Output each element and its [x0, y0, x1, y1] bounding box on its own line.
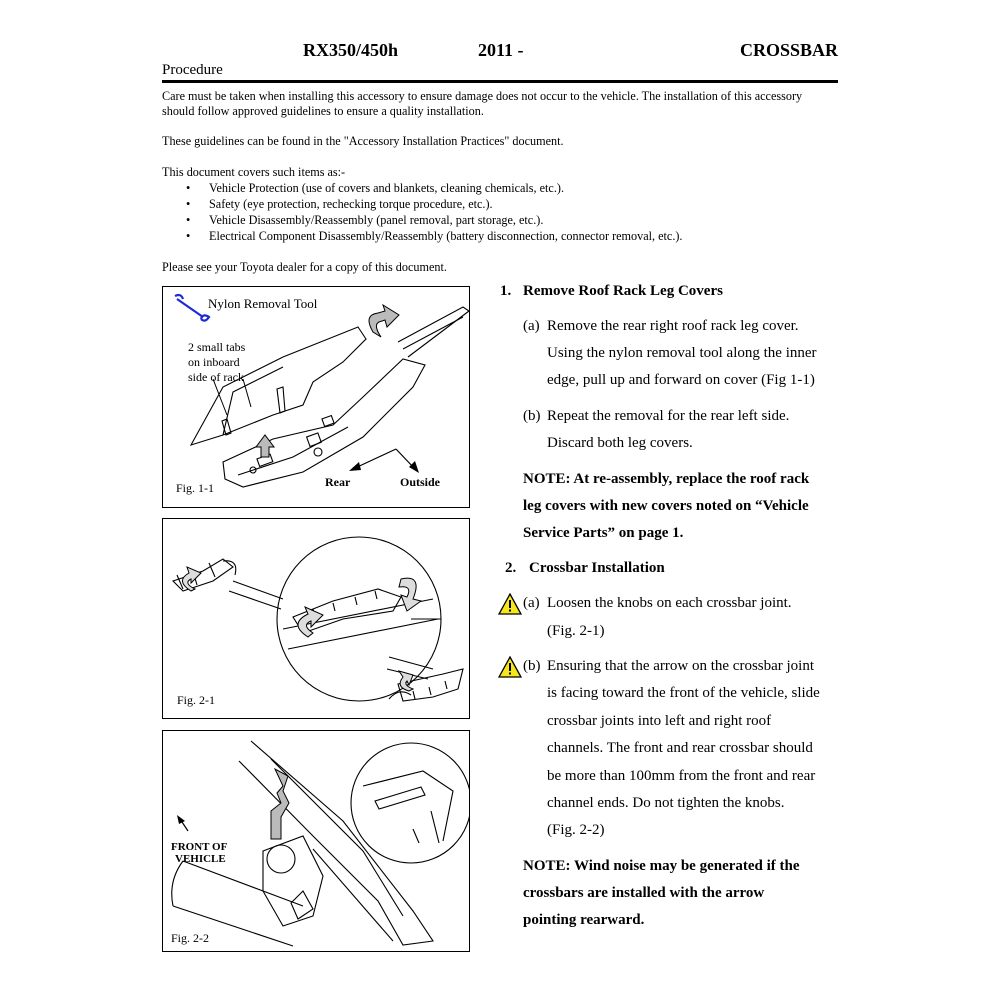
list-item: • Vehicle Protection (use of covers and blankets, cleaning chemicals, etc.). [162, 180, 682, 196]
tabs-label-line3: side of rack [188, 370, 244, 384]
step-1a-tag: (a) [523, 318, 540, 334]
section-label: Procedure [162, 62, 223, 78]
note-2-line: crossbars are installed with the arrow [523, 885, 765, 901]
page-title: CROSSBAR [739, 40, 838, 60]
covers-paragraph: This document covers such items as:- [162, 165, 346, 179]
header-rule [162, 80, 838, 83]
step-2a-line: Loosen the knobs on each crossbar joint. [547, 595, 792, 611]
outside-label: Outside [400, 475, 441, 489]
front-label-line2: VEHICLE [175, 853, 226, 865]
step-1-number: 1. [500, 283, 512, 299]
tabs-label-line1: 2 small tabs [188, 340, 246, 354]
rear-label: Rear [325, 475, 351, 489]
note-2-line: pointing rearward. [523, 912, 645, 928]
guidelines-paragraph: These guidelines can be found in the "Accessory Installation Practices" document. [162, 134, 564, 148]
bullet-list [162, 180, 682, 244]
figure-1-1 [162, 286, 470, 508]
figure-caption: Fig. 1-1 [176, 481, 215, 495]
front-label-line1: FRONT OF [171, 841, 228, 853]
model-heading: RX350/450h [303, 40, 399, 60]
step-2-number: 2. [505, 560, 517, 576]
figure-caption: Fig. 2-2 [171, 931, 210, 945]
step-2a-line: (Fig. 2-1) [547, 623, 605, 639]
step-2b-line: be more than 100mm from the front and rear [547, 768, 816, 784]
list-item: • Safety (eye protection, rechecking torque procedure, etc.). [162, 196, 682, 212]
step-1a-line: Using the nylon removal tool along the inner [547, 345, 817, 361]
tabs-label-line2: on inboard [188, 355, 240, 369]
dealer-paragraph: Please see your Toyota dealer for a copy of this document. [162, 260, 447, 274]
step-2b-tag: (b) [523, 658, 541, 674]
step-2b-line: crossbar joints into left and right roof [547, 713, 772, 729]
year-heading: 2011 - [478, 40, 524, 60]
note-1-line: NOTE: At re-assembly, replace the roof rack [523, 471, 810, 487]
note-2-line: NOTE: Wind noise may be generated if the [523, 858, 800, 874]
step-2b-line: (Fig. 2-2) [547, 822, 605, 838]
step-2b-line: Ensuring that the arrow on the crossbar joint [547, 658, 815, 674]
figure-caption: Fig. 2-1 [177, 693, 216, 707]
step-2b-line: channel ends. Do not tighten the knobs. [547, 795, 785, 811]
note-1-line: leg covers with new covers noted on “Vehicle [523, 498, 809, 514]
step-1-title: Remove Roof Rack Leg Covers [523, 283, 723, 299]
step-2b-line: is facing toward the front of the vehicle, slide [547, 685, 820, 701]
step-2b-line: channels. The front and rear crossbar should [547, 740, 813, 756]
step-1b-line: Repeat the removal for the rear left side. [547, 408, 790, 424]
crossbar-knob-illustration [163, 519, 469, 718]
step-2a-tag: (a) [523, 595, 540, 611]
list-item: • Electrical Component Disassembly/Reassembly (battery disconnection, connector removal, etc.). [162, 228, 682, 244]
wrench-icon [173, 293, 211, 323]
nylon-tool-label: Nylon Removal Tool [208, 296, 318, 311]
figure-2-1 [162, 518, 470, 719]
step-2-title: Crossbar Installation [529, 560, 665, 576]
figure-2-2 [162, 730, 470, 952]
step-1b-tag: (b) [523, 408, 541, 424]
step-1a-line: edge, pull up and forward on cover (Fig 1-1) [547, 372, 815, 388]
warning-icon [498, 656, 522, 678]
step-1b-line: Discard both leg covers. [547, 435, 693, 451]
step-1a-line: Remove the rear right roof rack leg cover. [547, 318, 799, 334]
list-item: • Vehicle Disassembly/Reassembly (panel removal, part storage, etc.). [162, 212, 682, 228]
note-1-line: Service Parts” on page 1. [523, 525, 684, 541]
warning-icon [498, 593, 522, 615]
care-paragraph: Care must be taken when installing this accessory to ensure damage does not occur to the vehicle. The installation of this accessory should follow approved guidelines to ensure a quality installation. [162, 89, 803, 118]
